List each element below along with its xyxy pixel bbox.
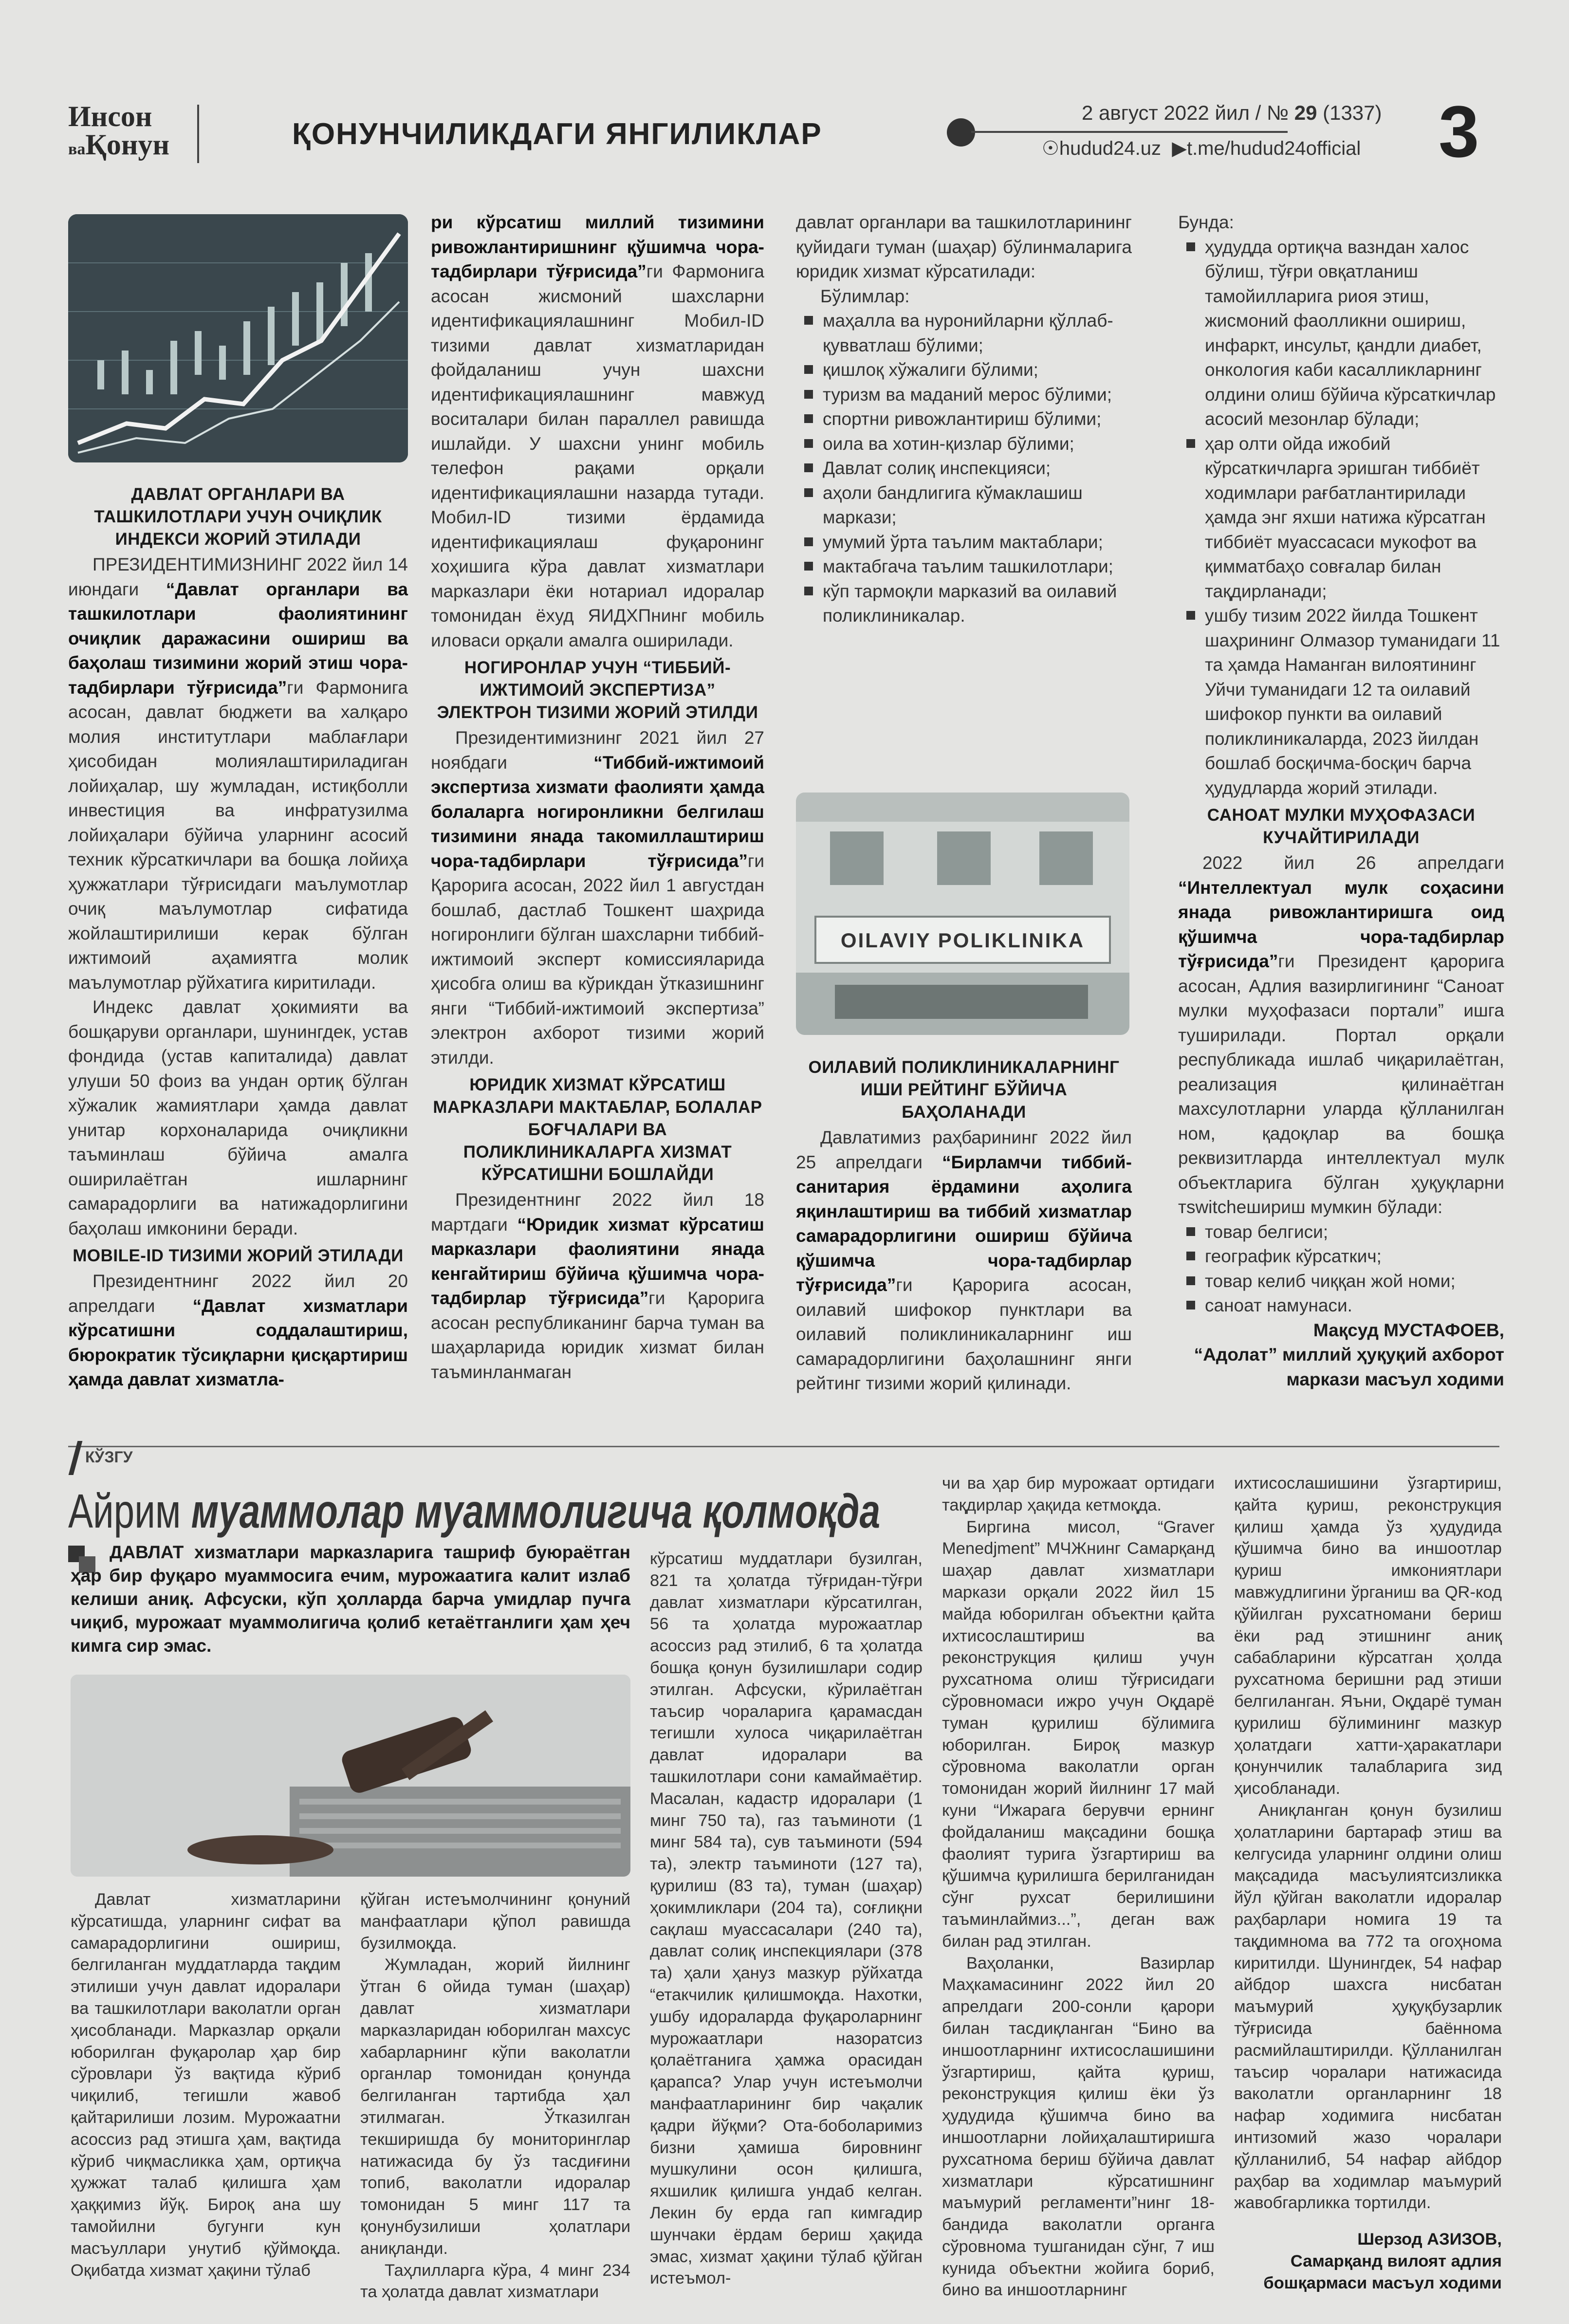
- paragraph: ПРЕЗИДЕНТИМИЗНИНГ 2022 йил 14 июндаги “Давлат органлари ва ташкилотлари фаолиятининг очиқлик даражасини ошириш ва баҳолаш тизимини жорий этиш чора-тадбирлари тўғрисида”ги Фармонига асосан, давлат бюджети ва халқаро молия институтлари маблағлари ҳисобидан молиялаштириладиган лойиҳалар, шу жумладан, истиқболли инвестиция ва инфратузилма лойиҳалари бўйича уларнинг асосий техник кўрсаткичлари ва бошқа лойиҳа ҳужжатлари тўғрисидаги маълумотлар очиқ маълумотлар сифатида жойлаштирилиши керак бўлган ижтимоий аҳамиятга молик маълумотлар рўйхатига киритилади.: [68, 554, 408, 993]
- headline-polyclinic-rating: ОИЛАВИЙ ПОЛИКЛИНИКАЛАРНИНГ ИШИ РЕЙТИНГ БЎЙИЧА БАҲОЛАНАДИ: [808, 1058, 1120, 1122]
- section-separator: [68, 1446, 1499, 1447]
- headline-openness-index: ДАВЛАТ ОРГАНЛАРИ ВА ТАШКИЛОТЛАРИ УЧУН ОЧИҚЛИК ИНДЕКСИ ЖОРИЙ ЭТИЛАДИ: [94, 485, 382, 549]
- logo-small: ва: [68, 140, 86, 158]
- column-2: [431, 210, 764, 1384]
- headline-medical-expertise: НОГИРОНЛАР УЧУН “ТИББИЙ-ИЖТИМОИЙ ЭКСПЕРТИЗА” ЭЛЕКТРОН ТИЗИМИ ЖОРИЙ ЭТИЛДИ: [437, 658, 758, 722]
- paragraph: Давлатимиз раҳбарининг 2022 йил 25 апрелдаги “Бирламчи тиббий-санитария ёрдамини аҳолига яқинлаштириш ва тиббий хизматлар самарадорлигини ошириш бўйича қўшимча чора-тадбирлар тўғрисида”ги Қарорига асосан, оилавий шифокор пунктлари ва оилавий поликлиникаларнинг иш самарадорлигини баҳолашнинг янги рейтинг тизими жорий қилинади.: [796, 1127, 1132, 1393]
- author-org: Самарқанд вилоят адлия: [1290, 2251, 1502, 2270]
- list-item: аҳоли бандлигига кўмаклашиш маркази;: [823, 481, 1132, 530]
- article-col-1: [71, 1889, 341, 2281]
- paragraph: Аниқланган қонун бузилиш ҳолатларини бартараф этиш ва келгусида уларнинг олдини олиш мақсадида масъулиятсизликка йўл қўйган ваколатли идоралар раҳбарлари номига 19 та тақдимнома ва 772 та огоҳнома киритилди. Шунингдек, 54 нафар айбдор шахсга нисбатан маъмурий ҳуқуқбузарлик тўғрисида баённома расмийлаштирилди. Қўлланилган таъсир чоралари натижасида ваколатли органларнинг 18 нафар ходимига нисбатан интизомий жазо чоралари қўлланилиб, 54 нафар айбдор раҳбар ва ходимлар маъмурий жавобгарликка тортилди.: [1234, 1801, 1502, 2213]
- list-item: мактабгача таълим ташкилотлари;: [823, 554, 1132, 579]
- list-item: саноат намунаси.: [1205, 1293, 1504, 1318]
- issue-date: 2 август 2022 йил / № 29 (1337): [1082, 101, 1382, 124]
- paragraph: Президентнинг 2022 йил 20 апрелдаги “Давлат хизматлари кўрсатишни соддалаштириш, бюрократик тўсиқларни қисқартириш ҳамда давлат хизматла-: [68, 1271, 408, 1389]
- list-title: Бўлимлар:: [820, 286, 910, 306]
- paragraph: Жумладан, жорий йилнинг ўтган 6 ойида туман (шаҳар) давлат хизматлари марказларидан юборилган махсус хабарларнинг кўпи ваколатли органлар томонидан қонунда белгиланган тартибда ҳал этилмаган. Ўтказилган текширишда бу мониторинглар натижасида бу ўз тасдиғини топиб, ваколатли идоралар томонидан 5 минг 117 та қонунбузилиши ҳолатлари аниқланди.: [360, 1955, 630, 2258]
- list-item: товар келиб чиққан жой номи;: [1205, 1269, 1504, 1294]
- list-item: товар белгиси;: [1205, 1220, 1504, 1245]
- list-item: қишлоқ хўжалиги бўлими;: [823, 358, 1132, 383]
- paragraph: Президентнинг 2022 йил 18 мартдаги “Юридик хизмат кўрсатиш марказлари фаолиятини янада кенгайтириш бўйича қўшимча чора-тадбирлар тўғрисида”ги Қарорига асосан республиканинг барча туман ва шаҳарларида юридик хизмат билан таъминланмаган: [431, 1190, 765, 1382]
- polyclinic-photo: [796, 793, 1129, 1035]
- headline-legal-service: ЮРИДИК ХИЗМАТ КЎРСАТИШ МАРКАЗЛАРИ МАКТАБЛАР, БОЛАЛАР БОҒЧАЛАРИ ВА ПОЛИКЛИНИКАЛАРГА ХИЗМАТ КЎРСАТИШНИ БОШЛАЙДИ: [433, 1075, 762, 1184]
- telegram-url[interactable]: t.me/hudud24official: [1186, 138, 1361, 159]
- list-item: кўп тармоқли марказий ва оилавий поликлиникалар.: [823, 579, 1132, 628]
- section-title: ҚОНУНЧИЛИКДАГИ ЯНГИЛИКЛАР: [292, 117, 822, 151]
- author-title: маркази масъул ходими: [1286, 1369, 1504, 1389]
- list-item: туризм ва маданий мерос бўлими;: [823, 383, 1132, 407]
- article-lead: ДАВЛАТ хизматлари марказларига ташриф буюраётган ҳар бир фуқаро муаммосига ечим, мурожаатига калит излаб келиши аниқ. Афсуски, кўп ҳолларда барча умидлар пучга чиқиб, мурожаат муаммолигича қолиб кетаётганлиги ҳам ҳеч кимга сир эмас.: [71, 1542, 630, 1656]
- stock-chart-photo: [68, 214, 408, 462]
- list-item: ушбу тизим 2022 йилда Тошкент шаҳрининг Олмазор туманидаги 11 та ҳамда Наманган вилоятининг Уйчи туманидаги 12 та оилавий шифокор пункти ва оилавий поликлиникаларда, 2023 йилдан бошлаб босқичма-босқич барча ҳудудларда жорий этилади.: [1205, 604, 1504, 800]
- list-item: Давлат солиқ инспекцияси;: [823, 456, 1132, 481]
- paragraph: 2022 йил 26 апрелдаги “Интеллектуал мулк соҳасини янада ривожлантиришга оид қўшимча чора-тадбирлар тўғрисида”ги Президент қарорига асосан, Адлия вазирлигининг “Саноат мулки муҳофазаси портали” ишга туширилади. Портал орқали республикада ишлаб чиқарилаётган, реализация қилинаётган махсулотларни уларда қўлланилган ном, қадоқлар ва бошқа реквизитларда интеллектуал мулк объектларига бўлган ҳуқуқларни тswitchешириш мумкин бўлади:: [1178, 853, 1504, 1217]
- departments-list: [796, 309, 1132, 628]
- paragraph: Таҳлилларга кўра, 4 минг 234 та ҳолатда давлат хизматлари: [360, 2261, 630, 2302]
- paragraph: Президентимизнинг 2021 йил 27 ноябдаги “Тиббий-ижтимоий экспертиза хизмати фаолияти ҳамда болаларга ногиронликни белгилаш тизимини янада такомиллаштириш чора-тадбирлари тўғрисида”ги Қарорига асосан, 2022 йил 1 августдан бошлаб, дастлаб Тошкент шаҳрида ногиронлиги бўлган шахсларни тиббий-ижтимоий эксперт комиссияларида ҳисобга олиш ва кўрикдан ўтказишнинг янги “Тиббий-ижтимоий экспертиза” электрон ахборот тизими жорий этилди.: [431, 728, 764, 1068]
- paragraph: Индекс давлат ҳокимияти ва бошқаруви органлари, шунингдек, устав фондида (устав капиталида) давлат улуши 50 фоиз ва ундан ортиқ бўлган хўжалик жамиятлари ҳамда давлат унитар корхоналарида очиқликни таъминлаш бўйича амалга оширилаётган ишларнинг самарадорлиги ва натижадорлигини баҳолаш имконини беради.: [68, 997, 408, 1238]
- issue-number: 29: [1294, 101, 1317, 124]
- logo-divider: [197, 105, 199, 163]
- article-title: Айрим муаммолар муаммолигича қолмоқда: [68, 1484, 881, 1538]
- header-rule: [971, 131, 1288, 133]
- telegram-icon: ▶: [1172, 138, 1187, 159]
- paragraph: ри кўрсатиш миллий тизимини ривожлантиришнинг қўшимча чора-тадбирлари тўғрисида”ги Фармонига асосан жисмоний шахсларни идентификациялашнинг Мобил-ID тизими давлат хизматларидан фойдаланиш учун шахсни идентификациялашнинг мавжуд воситалари билан параллел равишда ишлайди. У шахсни унинг мобиль телефон рақами орқали идентификациялашни назарда тутади. Мобил-ID тизими ёрдамида идентификациялаш фуқаронинг хоҳишига кўра давлат хизматлари марказлари ёки нотариал идоралар томонидан ёхуд ЯИДХПнинг мобиль иловаси орқали амалга оширилади.: [431, 212, 764, 650]
- criteria-list: [1178, 235, 1504, 801]
- article-col-3: [650, 1548, 923, 2289]
- list-item: спортни ривожлантириш бўлими;: [823, 407, 1132, 432]
- article-col-4: [942, 1473, 1215, 2301]
- rubric-label: КЎЗГУ: [85, 1448, 133, 1466]
- list-item: ҳудудда ортиқча вазндан халос бўлиш, тўғри овқатланиш тамойилларига риоя этиш, жисмоний фаолликни ошириш, инфаркт, инсульт, қандли диабет, онкология каби касалликларнинг олдини олиш бўйича кўрсаткичлар асосий мезонлар бўлади;: [1205, 235, 1504, 432]
- column-3: [796, 210, 1132, 628]
- article-col-5: [1234, 1473, 1502, 2294]
- headline-mobile-id: MOBILE-ID ТИЗИМИ ЖОРИЙ ЭТИЛАДИ: [73, 1246, 404, 1265]
- column-4: [1178, 210, 1504, 1392]
- list-item: оила ва хотин-қизлар бўлими;: [823, 432, 1132, 457]
- polyclinic-sign: OILAVIY POLIKLINIKA: [840, 929, 1085, 952]
- list-item: географик кўрсаткич;: [1205, 1244, 1504, 1269]
- site-links: [1042, 137, 1361, 160]
- paragraph: Бунда:: [1178, 212, 1234, 232]
- site-url[interactable]: hudud24.uz: [1059, 138, 1161, 159]
- logo-line1: Инсон: [68, 100, 152, 132]
- author-name: Шерзод АЗИЗОВ,: [1357, 2230, 1502, 2249]
- property-list: [1178, 1220, 1504, 1318]
- column-3-lower: [796, 1052, 1132, 1396]
- gavel-laptop-photo: [71, 1675, 630, 1877]
- paragraph: ихтисослашишини ўзгартириш, қайта қуриш, реконструкция қилиш ҳамда ўз ҳудудида қўшимча бино ва иншоотлар қуриш имкониятлари мавжудлигини ўрганиш ва QR-код қўйилган рухсатномани бериш ёки рад этишнинг аниқ сабабларини кўрсатган ҳолда рухсатнома беришни рад этиши белгиланган. Яъни, Оқдарё туман қурилиш бўлимининг мазкур ҳолатдаги хатти-ҳаракатлари қонунчилик талабларига зид ҳисобланади.: [1234, 1474, 1502, 1798]
- list-item: маҳалла ва нуронийларни қўллаб-қувватлаш бўлими;: [823, 309, 1132, 358]
- paragraph: қўйган истеъмолчининг қонуний манфаатлари қўпол равишда бузилмоқда.: [360, 1890, 630, 1953]
- paragraph: Давлат хизматларини кўрсатишда, уларнинг сифат ва самарадорлигини ошириш, белгиланган муддатларда тақдим этилиши учун давлат идоралари ва ташкилотлари ваколатли орган ҳисобланади. Марказлар орқали юборилган фуқаролар ҳар бир сўровлари ўз вақтида кўриб чиқилиб, тегишли жавоб қайтарилиши лозим. Мурожаатни асоссиз рад этишга ҳам, вақтида кўриб чиқмасликка ҳам, ортиқча ҳужжат талаб қилишга ҳам ҳаққимиз йўқ. Бироқ ана шу тамойилни бугунги кун масъуллари унутиб қўймоқда. Оқибатда хизмат ҳақини тўлаб: [71, 1890, 341, 2280]
- page-number: 3: [1439, 91, 1479, 172]
- list-item: умумий ўрта таълим мактаблари;: [823, 530, 1132, 555]
- column-1: [68, 480, 408, 1392]
- author-org: “Адолат” миллий ҳуқуқий ахборот: [1194, 1345, 1504, 1365]
- list-item: ҳар олти ойда ижобий кўрсаткичларга эришган тиббиёт ходимлари рағбатлантирилади ҳамда энг яхши натижа кўрсатган тиббиёт муассасаси мукофот ва қимматбаҳо совғалар билан тақдирланади;: [1205, 432, 1504, 604]
- headline-industrial-property: САНОАТ МУЛКИ МУҲОФАЗАСИ КУЧАЙТИРИЛАДИ: [1207, 806, 1476, 847]
- globe-icon: ☉: [1042, 138, 1059, 159]
- paragraph: Ваҳоланки, Вазирлар Маҳкамасининг 2022 йил 20 апрелдаги 200-сонли қарори билан тасдиқланган “Бино ва иншоотларнинг ихтисослашишини ўзгартириш, қайта қуриш, реконструкция қилиш ёки ўз ҳудудида қўшимча бино ва иншоотларни лойиҳалаштиришга рухсатнома бериш бўйича давлат хизматлари кўрсатишнинг маъмурий регламенти”нинг 18-бандида ваколатли органга сўровнома тушганидан сўнг, 7 иш кунида объектни жойига бориб, бино ва иншоотларнинг: [942, 1954, 1215, 2300]
- logo-line2: ваҚонун: [68, 129, 170, 161]
- article-col-2: [360, 1889, 630, 2303]
- author-name: Мақсуд МУСТАФОЕВ,: [1313, 1320, 1504, 1340]
- paragraph: давлат органлари ва ташкилотларининг қуйидаги туман (шаҳар) бўлинмаларига юридик хизмат кўрсатилади:: [796, 212, 1132, 281]
- author-title: бошқармаси масъул ходими: [1263, 2273, 1502, 2292]
- paragraph: кўрсатиш муддатлари бузилган, 821 та ҳолатда тўғридан-тўғри давлат хизматлари кўрсатилган, 56 та ҳолатда мурожаатлар асоссиз рад этилиб, 6 та ҳолатда бошқа қонун бузилишлари содир этилган. Афсуски, кўрилаётган таъсир чораларига қарамасдан тегишли хулоса чиқарилаётган давлат идоралари ва ташкилотлари сони камаймаётир. Масалан, кадастр идоралари (1 минг 750 та), газ таъминоти (1 минг 584 та), сув таъминоти (594 та), электр таъминоти (127 та), қурилиш (83 та), туман (шаҳар) ҳокимликлари (204 та), соғлиқни сақлаш муассасалари (240 та), давлат солиқ инспекциялари (378 та) ҳали ҳануз мазкур рўйхатда “етакчилик қилишмоқда. Нахотки, ушбу идораларда фуқароларнинг мурожаатлари назоратсиз қолаётганига ҳамжа орасидан қарапса? Улар учун истеъмолчи манфаатларининг бир чақалик қадри йўқми? Ота-боболаримиз бизни ҳамиша бировнинг мушкулини осон қилишга, яхшилик қилишга ундаб келган. Лекин бу ерда гап кимгадир шунчаки ёрдам бериш ҳақида эмас, хизмат ҳақини тўлаб қўйган истеъмол-: [650, 1549, 923, 2288]
- paragraph: чи ва ҳар бир мурожаат ортидаги тақдирлар ҳақида кетмоқда.: [942, 1474, 1215, 1514]
- paragraph: Биргина мисол, “Graver Menedjment” МЧЖнинг Самарқанд шаҳар давлат хизматлари маркази орқали 2022 йил 15 майда юборилган объектни қайта ихтисослаштириш ва реконструкция қилиш учун рухсатнома олиш тўғрисидаги сўровномаси ижро учун Оқдарё туман қурилиш бўлимига юборилган. Бироқ мазкур сўровнома ваколатли орган томонидан жорий йилнинг 17 май куни “Ижарага берувчи ернинг фойдаланиш мақсадини бошқа фаолият турига ўзгартириш ва қўшимча қурилишга берилганидан сўнг рухсат берилишини таъминлаймиз...”, деган важ билан рад этилган.: [942, 1517, 1215, 1951]
